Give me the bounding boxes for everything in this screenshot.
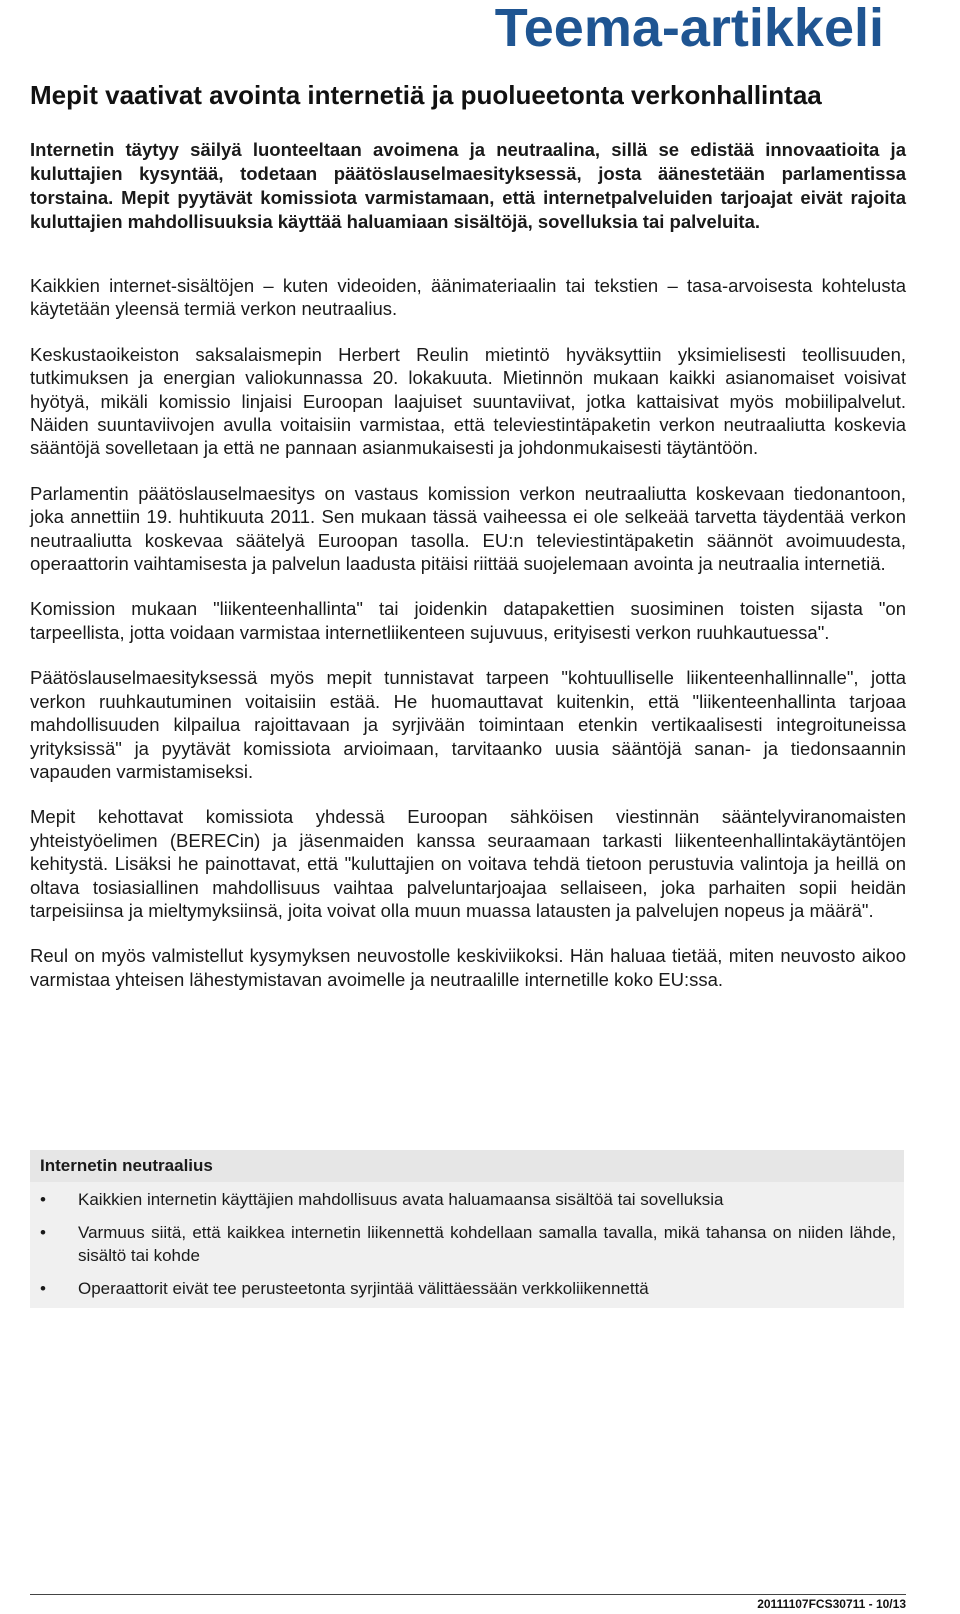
- info-box-title: Internetin neutraalius: [30, 1150, 904, 1182]
- article-paragraph: Päätöslauselmaesityksessä myös mepit tunnistavat tarpeen "kohtuulliselle liikenteenhallinnalle", jotta verkon ruuhkautuminen voitaisiin estää. He huomauttavat kuitenkin, että "liikenteenhallinta tarjoaa mahdollisuuden kilpailua rajoittavaan ja syrjivään toimintaan etenkin vertikaalisesti integroituneissa yrityksissä" ja pyytävät komissiota arvioimaan, tarvitaanko uusia sääntöjä sanan- ja tiedonsaannin vapauden varmistamiseksi.: [30, 667, 906, 782]
- footer-divider: [30, 1594, 906, 1595]
- article-paragraph: Keskustaoikeiston saksalaismepin Herbert Reulin mietintö hyväksyttiin yksimielisesti teollisuuden, tutkimuksen ja energian valiokunnassa 20. lokakuuta. Mietinnön mukaan kaikki asianomaiset voisivat hyötyä, mikäli komissio linjaisi Euroopan laajuiset suuntaviivat, jotka kattaisivat myös mobiilipalvelut. Näiden suuntaviivojen avulla voitaisiin varmistaa, että televiestintäpaketin verkon neutraaliutta koskevia sääntöjä sovelletaan ja että ne pannaan asianmukaisesti ja johdonmukaisesti täytäntöön.: [30, 343, 906, 459]
- article-headline: Mepit vaativat avointa internetiä ja puolueetonta verkonhallintaa: [30, 80, 822, 110]
- bullet-icon: •: [40, 1279, 46, 1298]
- list-item-text: Varmuus siitä, että kaikkea internetin liikennettä kohdellaan samalla tavalla, mikä tahansa on niiden lähde, sisältö tai kohde: [78, 1223, 896, 1265]
- bullet-icon: •: [40, 1190, 46, 1209]
- article-paragraph: Kaikkien internet-sisältöjen – kuten videoiden, äänimateriaalin tai tekstien – tasa-arvoisesta kohtelusta käytetään yleensä termiä verkon neutraalius.: [30, 275, 906, 320]
- article-paragraph: Reul on myös valmistellut kysymyksen neuvostolle keskiviikoksi. Hän haluaa tietää, miten neuvosto aikoo varmistaa yhteisen lähestymistavan avoimelle ja neutraalille internetille koko EU:ssa.: [30, 945, 906, 990]
- list-item: [38, 1277, 896, 1300]
- section-title: Teema-artikkeli: [494, 0, 884, 58]
- bullet-icon: •: [40, 1223, 46, 1242]
- list-item-text: Operaattorit eivät tee perusteetonta syrjintää välittäessään verkkoliikennettä: [78, 1279, 649, 1298]
- info-box: [30, 1150, 904, 1308]
- list-item: [38, 1221, 896, 1267]
- article-body: [30, 138, 906, 991]
- article-lead: Internetin täytyy säilyä luonteeltaan avoimena ja neutraalina, sillä se edistää innovaatioita ja kuluttajien kysyntää, todetaan päätöslauselmaesityksessä, josta äänestetään parlamentissa torstaina. Mepit pyytävät komissiota varmistamaan, että internetpalveluiden tarjoajat eivät rajoita kuluttajien mahdollisuuksia käyttää haluamiaan sisältöjä, sovelluksia tai palveluita.: [30, 139, 906, 232]
- article-paragraph: Mepit kehottavat komissiota yhdessä Euroopan sähköisen viestinnän sääntelyviranomaisten yhteistyöelimen (BERECin) ja jäsenmaiden kanssa seuraamaan tarkasti liikenteenhallintakäytäntöjen kehitystä. Lisäksi he painottavat, että "kuluttajien on voitava tehdä tietoon perustuvia valintoja ja heillä on oltava tosiasiallinen mahdollisuus vaihtaa palveluntarjoajaa sellaiseen, joka parhaiten sopii heidän tarpeisiinsa ja mieltymyksiinsä, joita voivat olla muun muassa latausten ja palvelujen nopeus ja määrä".: [30, 806, 906, 921]
- document-reference: 20111107FCS30711 - 10/13: [757, 1597, 906, 1611]
- list-item: [38, 1188, 896, 1211]
- article-paragraph: Komission mukaan "liikenteenhallinta" tai joidenkin datapakettien suosiminen toisten sijasta "on tarpeellista, jotta voidaan varmistaa internetliikenteen sujuvuus, erityisesti verkon ruuhkautuessa".: [30, 598, 906, 643]
- info-box-list: [30, 1182, 904, 1308]
- article-paragraph: Parlamentin päätöslauselmaesitys on vastaus komission verkon neutraaliutta koskevaan tiedonantoon, joka annettiin 19. huhtikuuta 2011. Sen mukaan tässä vaiheessa ei ole selkeää tarvetta täydentää verkon neutraaliutta koskevaa säätelyä Euroopan tasolla. EU:n televiestintäpaketin säännöt avoimuudesta, operaattorin vaihtamisesta ja palvelun laadusta pitäisi riittää suojelemaan avointa ja neutraalia internetiä.: [30, 482, 906, 575]
- list-item-text: Kaikkien internetin käyttäjien mahdollisuus avata haluamaansa sisältöä tai sovelluksia: [78, 1190, 724, 1209]
- page-header: [0, 0, 960, 56]
